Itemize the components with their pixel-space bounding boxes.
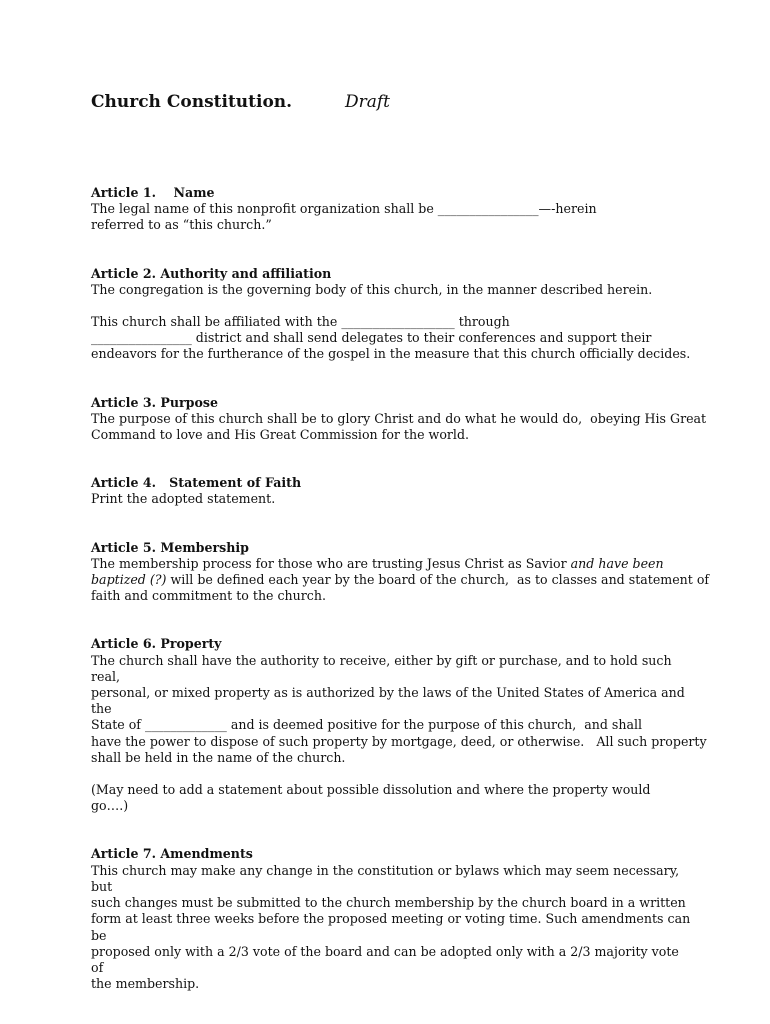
article-1-line-1: The legal name of this nonprofit organization shall be ________________—-herein (91, 201, 597, 217)
article-1 (91, 185, 691, 234)
article-5-line-1 (91, 556, 691, 572)
article-2-heading: Article 2. Authority and affiliation (91, 265, 332, 281)
document-title: Church Constitution. (91, 92, 293, 112)
article-2 (91, 266, 691, 363)
article-6-line-3: State of _____________ and is deemed positive for the purpose of this church, and shall (91, 717, 643, 733)
article-5-line-1-text: The membership process for those who are trusting Jesus Christ as Savior (91, 555, 571, 571)
article-6-line-2: personal, or mixed property as is authorized by the laws of the United States of America and the (91, 685, 685, 717)
article-6-line-4: have the power to dispose of such property by mortgage, deed, or otherwise. All such property (91, 733, 707, 749)
article-7-heading: Article 7. Amendments (91, 846, 253, 862)
article-5-heading: Article 5. Membership (91, 539, 249, 555)
article-2-p2-line-3: endeavors for the furtherance of the gospel in the measure that this church officially decides. (91, 346, 691, 362)
article-5-line-1-italic: and have been (570, 555, 664, 571)
article-7-line-3: form at least three weeks before the proposed meeting or voting time. Such amendments can be (91, 911, 691, 943)
article-1-line-2: referred to as “this church.” (91, 217, 272, 233)
article-5-line-2-italic: baptized (?) (91, 572, 167, 588)
article-3-line-1: The purpose of this church shall be to glory Christ and do what he would do, obeying His Great (91, 410, 707, 426)
article-5-line-2-text: will be defined each year by the board of the church, as to classes and statement of (166, 572, 710, 588)
article-4-line-1: Print the adopted statement. (91, 491, 276, 507)
draft-label: Draft (345, 92, 391, 112)
article-5-line-3: faith and commitment to the church. (91, 588, 326, 604)
article-6-line-5: shall be held in the name of the church. (91, 749, 346, 765)
article-2-paragraph-1: The congregation is the governing body of this church, in the manner described herein. (91, 281, 653, 297)
article-5 (91, 539, 710, 605)
article-3 (91, 394, 707, 444)
article-7 (91, 846, 691, 992)
article-3-heading: Article 3. Purpose (91, 394, 218, 410)
document-header (91, 92, 691, 114)
article-5-line-2 (91, 572, 710, 588)
article-7-line-4: proposed only with a 2/3 vote of the board and can be adopted only with a 2/3 majority vote of (91, 943, 679, 975)
article-4 (91, 475, 691, 507)
article-2-p2-line-1: This church shall be affiliated with the __________________ through (91, 314, 510, 330)
article-7-line-5: the membership. (91, 976, 200, 992)
article-2-p2-line-2: ________________ district and shall send delegates to their conferences and support their (91, 330, 652, 346)
article-7-line-2: such changes must be submitted to the church membership by the church board in a written (91, 895, 686, 911)
article-6-line-1: The church shall have the authority to receive, either by gift or purchase, and to hold such real, (91, 652, 672, 684)
article-6 (91, 636, 707, 814)
article-7-line-1: This church may make any change in the constitution or bylaws which may seem necessary, but (91, 862, 680, 894)
document-page (91, 92, 710, 992)
article-6-paragraph-2: (May need to add a statement about possible dissolution and where the property would go….) (91, 782, 651, 814)
article-3-line-2: Command to love and His Great Commission for the world. (91, 427, 470, 443)
article-6-heading: Article 6. Property (91, 636, 222, 652)
article-1-heading: Article 1. Name (91, 185, 215, 200)
article-4-heading: Article 4. Statement of Faith (91, 475, 302, 491)
